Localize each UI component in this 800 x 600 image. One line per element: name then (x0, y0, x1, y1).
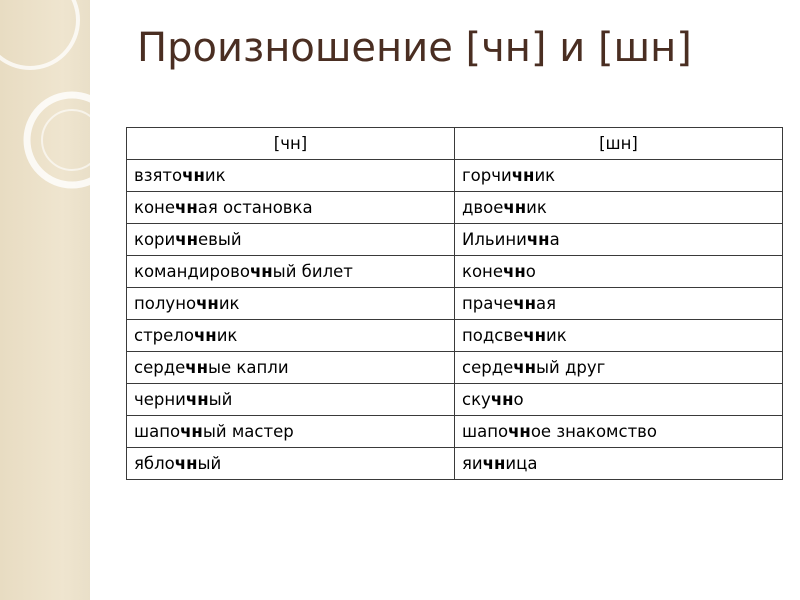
word-suffix: ик (204, 166, 226, 185)
cell-shn-word (455, 352, 783, 384)
highlighted-letters: чн (503, 262, 526, 281)
table-row (127, 448, 783, 480)
cell-shn-word (455, 416, 783, 448)
cell-shn-word (455, 160, 783, 192)
cell-chn-word (127, 192, 455, 224)
word-suffix: ик (545, 326, 567, 345)
table-row (127, 416, 783, 448)
highlighted-letters: чн (180, 422, 203, 441)
word-prefix: стрело (134, 326, 194, 345)
word-prefix: ску (462, 390, 491, 409)
highlighted-letters: чн (523, 326, 546, 345)
cell-shn-word (455, 288, 783, 320)
word-suffix: ый (197, 454, 222, 473)
cell-shn-word (455, 384, 783, 416)
word-suffix: ая (536, 294, 557, 313)
word-suffix: ый (208, 390, 233, 409)
table-row (127, 320, 783, 352)
word-suffix: ица (505, 454, 538, 473)
cell-chn-word (127, 288, 455, 320)
word-suffix: ые капли (208, 358, 289, 377)
highlighted-letters: чн (490, 390, 514, 409)
word-suffix: а (549, 230, 560, 249)
table-row (127, 256, 783, 288)
highlighted-letters: чн (513, 358, 536, 377)
word-suffix: ый друг (536, 358, 606, 377)
cell-chn-word (127, 224, 455, 256)
word-prefix: командирово (134, 262, 250, 281)
column-header-shn: [шн] (455, 128, 783, 160)
word-prefix: серде (134, 358, 186, 377)
cell-chn-word (127, 256, 455, 288)
highlighted-letters: чн (182, 166, 205, 185)
word-suffix: ый мастер (202, 422, 294, 441)
word-suffix: ик (218, 294, 240, 313)
word-suffix: ик (526, 198, 547, 217)
table-body (127, 160, 783, 480)
word-suffix: ик (534, 166, 556, 185)
highlighted-letters: чн (513, 294, 537, 313)
cell-chn-word (127, 416, 455, 448)
word-prefix: коне (134, 198, 176, 217)
table-row (127, 288, 783, 320)
column-header-chn: [чн] (127, 128, 455, 160)
cell-shn-word (455, 320, 783, 352)
word-prefix: шапо (462, 422, 509, 441)
word-prefix: коне (462, 262, 504, 281)
table-header-row (127, 128, 783, 160)
cell-chn-word (127, 352, 455, 384)
word-suffix: ая остановка (197, 198, 313, 217)
highlighted-letters: чн (196, 294, 219, 313)
word-suffix: ик (216, 326, 238, 345)
word-prefix: ябло (134, 454, 175, 473)
highlighted-letters: чн (175, 198, 198, 217)
highlighted-letters: чн (482, 454, 506, 473)
word-prefix: горчи (462, 166, 512, 185)
word-suffix: ый билет (272, 262, 353, 281)
cell-chn-word (127, 160, 455, 192)
highlighted-letters: чн (185, 358, 208, 377)
decorative-side-band (0, 0, 90, 600)
word-prefix: подсве (462, 326, 524, 345)
word-suffix: евый (198, 230, 242, 249)
cell-shn-word (455, 448, 783, 480)
word-suffix: ое знакомство (530, 422, 658, 441)
word-suffix: о (513, 390, 524, 409)
cell-chn-word (127, 320, 455, 352)
word-prefix: яи (462, 454, 483, 473)
word-prefix: черни (134, 390, 186, 409)
table-row (127, 384, 783, 416)
highlighted-letters: чн (526, 230, 550, 249)
table-row (127, 192, 783, 224)
slide-title: Произношение [чн] и [шн] (137, 25, 692, 71)
highlighted-letters: чн (249, 262, 273, 281)
highlighted-letters: чн (511, 166, 535, 185)
pronunciation-table (126, 127, 783, 480)
cell-shn-word (455, 256, 783, 288)
highlighted-letters: чн (175, 230, 198, 249)
word-prefix: полуно (134, 294, 197, 313)
highlighted-letters: чн (508, 422, 531, 441)
cell-shn-word (455, 192, 783, 224)
word-prefix: взято (134, 166, 183, 185)
decorative-rings-icon (0, 0, 90, 600)
table-row (127, 352, 783, 384)
word-prefix: двое (462, 198, 504, 217)
word-prefix: серде (462, 358, 514, 377)
cell-chn-word (127, 448, 455, 480)
highlighted-letters: чн (174, 454, 198, 473)
table-row (127, 224, 783, 256)
highlighted-letters: чн (193, 326, 217, 345)
highlighted-letters: чн (185, 390, 209, 409)
highlighted-letters: чн (503, 198, 527, 217)
table-row (127, 160, 783, 192)
word-prefix: праче (462, 294, 514, 313)
cell-shn-word (455, 224, 783, 256)
word-prefix: кори (134, 230, 176, 249)
word-prefix: шапо (134, 422, 181, 441)
cell-chn-word (127, 384, 455, 416)
word-prefix: Ильини (462, 230, 527, 249)
word-suffix: о (525, 262, 536, 281)
